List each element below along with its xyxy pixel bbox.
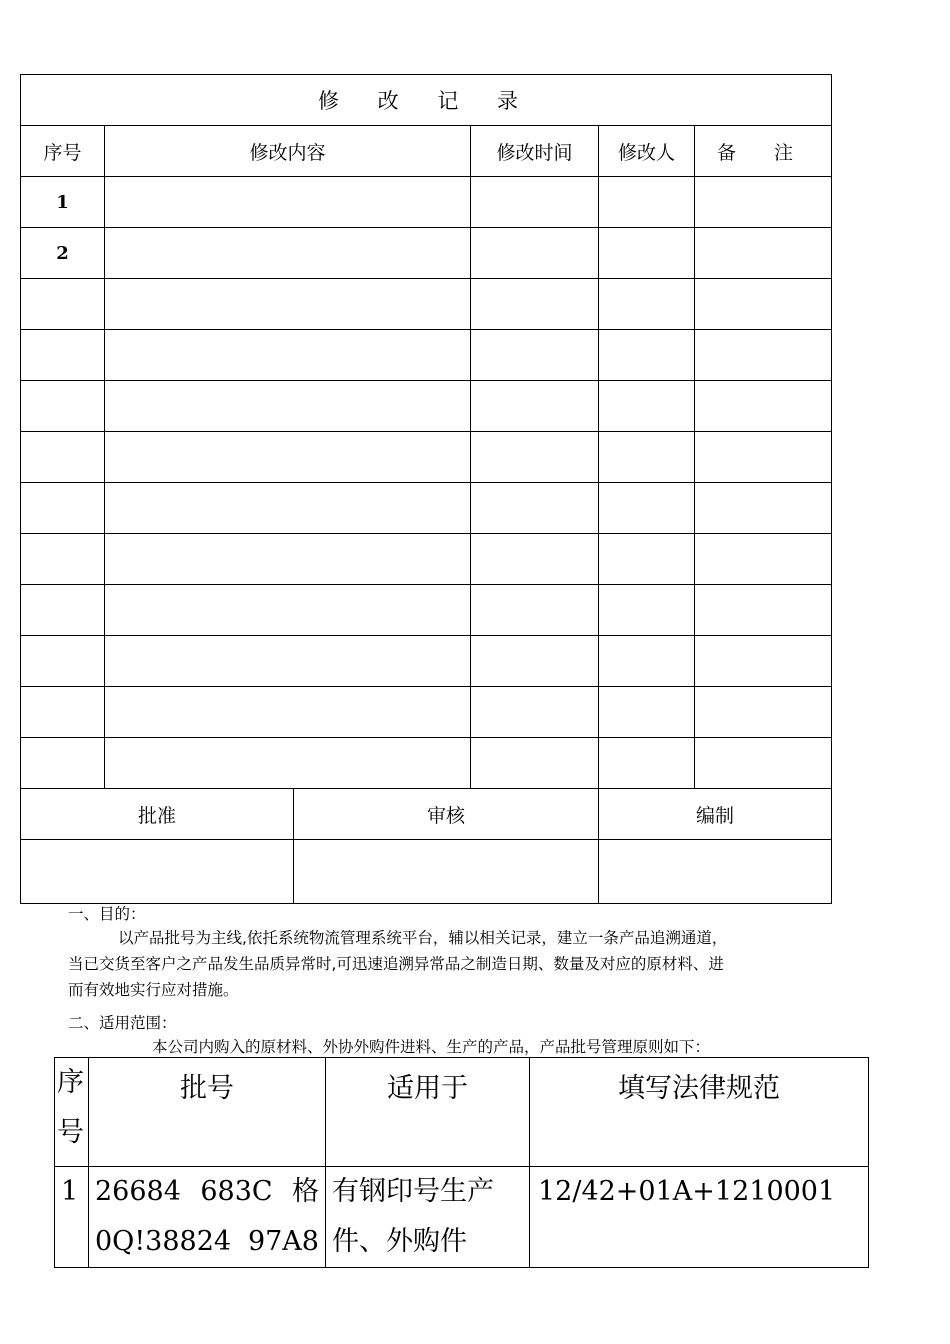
row-content [105,687,471,738]
row-remark [695,585,832,636]
revision-row [21,483,832,534]
row-remark [695,177,832,228]
row-content [105,279,471,330]
row-time [471,738,599,789]
section1-line2: 当已交货至客户之产品发生品质异常时,可迅速追溯异常品之制造日期、数量及对应的原材料、进 [68,955,724,973]
row-seq [21,687,105,738]
row-time [471,483,599,534]
batch-number-table [54,1057,869,1268]
revision-row [21,738,832,789]
revision-table-title: 修 改 记 录 [21,75,832,126]
sign-approve-header: 批准 [21,789,294,840]
revision-row [21,381,832,432]
row-person [599,585,695,636]
row-time [471,585,599,636]
revision-row [21,177,832,228]
revision-row [21,432,832,483]
row-remark [695,228,832,279]
row-seq [21,738,105,789]
row-content [105,636,471,687]
row-person [599,636,695,687]
row-time [471,687,599,738]
row-person [599,534,695,585]
row-seq [21,381,105,432]
batch-header-spec: 填写法律规范 [530,1058,869,1167]
row-remark [695,534,832,585]
header-time: 修改时间 [471,126,599,177]
sign-approve-cell [21,840,294,904]
row-remark [695,279,832,330]
row-remark [695,738,832,789]
sign-prepare-header: 编制 [599,789,832,840]
row-time [471,534,599,585]
row-time [471,330,599,381]
row-content [105,228,471,279]
row-time [471,432,599,483]
row-seq: 2 [21,228,105,279]
row-person [599,330,695,381]
row-seq [21,636,105,687]
row-seq [21,330,105,381]
row-person [599,483,695,534]
row-remark [695,636,832,687]
row-content [105,381,471,432]
row-person [599,432,695,483]
batch-header-applies: 适用于 [326,1058,530,1167]
section2-heading: 二、适用范围： [68,1014,177,1032]
row-seq [21,483,105,534]
row-time [471,636,599,687]
row-content [105,177,471,228]
row-person [599,687,695,738]
sign-prepare-cell [599,840,832,904]
revision-row [21,585,832,636]
row-seq [21,432,105,483]
row-time [471,279,599,330]
row-content [105,483,471,534]
row-time [471,177,599,228]
batch-row-seq: 1 [55,1167,89,1268]
batch-row-applies: 有钢印号生产 件、外购件 [326,1167,530,1268]
row-remark [695,432,832,483]
section1-line1: 以产品批号为主线,依托系统物流管理系统平台，辅以相关记录，建立一条产品追溯通道， [118,929,728,947]
row-person [599,381,695,432]
revision-row [21,279,832,330]
row-remark [695,483,832,534]
row-person [599,738,695,789]
batch-row-number: 26684 683C 格 0Q!38824 97A8 [89,1167,326,1268]
batch-row-spec: 12/42+01A+1210001 [530,1167,869,1268]
row-seq [21,585,105,636]
revision-row [21,228,832,279]
row-remark [695,330,832,381]
row-remark [695,381,832,432]
batch-header-seq: 序号 [55,1058,89,1167]
sign-review-cell [294,840,599,904]
sign-review-header: 审核 [294,789,599,840]
revision-row [21,330,832,381]
header-person: 修改人 [599,126,695,177]
revision-row [21,534,832,585]
section2-line1: 本公司内购入的原材料、外协外购件进料、生产的产品，产品批号管理原则如下： [152,1038,711,1056]
section1-heading: 一、目的： [68,905,146,923]
batch-header-number: 批号 [89,1058,326,1167]
row-person [599,228,695,279]
section1-line3: 而有效地实行应对措施。 [68,981,239,999]
row-content [105,432,471,483]
row-content [105,534,471,585]
row-seq: 1 [21,177,105,228]
row-seq [21,279,105,330]
row-content [105,585,471,636]
row-time [471,381,599,432]
revision-row [21,687,832,738]
row-content [105,330,471,381]
row-time [471,228,599,279]
row-person [599,177,695,228]
row-seq [21,534,105,585]
row-content [105,738,471,789]
revision-record-table [20,74,832,904]
header-seq: 序号 [21,126,105,177]
row-person [599,279,695,330]
header-remark: 备 注 [695,126,832,177]
revision-row [21,636,832,687]
row-remark [695,687,832,738]
header-content: 修改内容 [105,126,471,177]
